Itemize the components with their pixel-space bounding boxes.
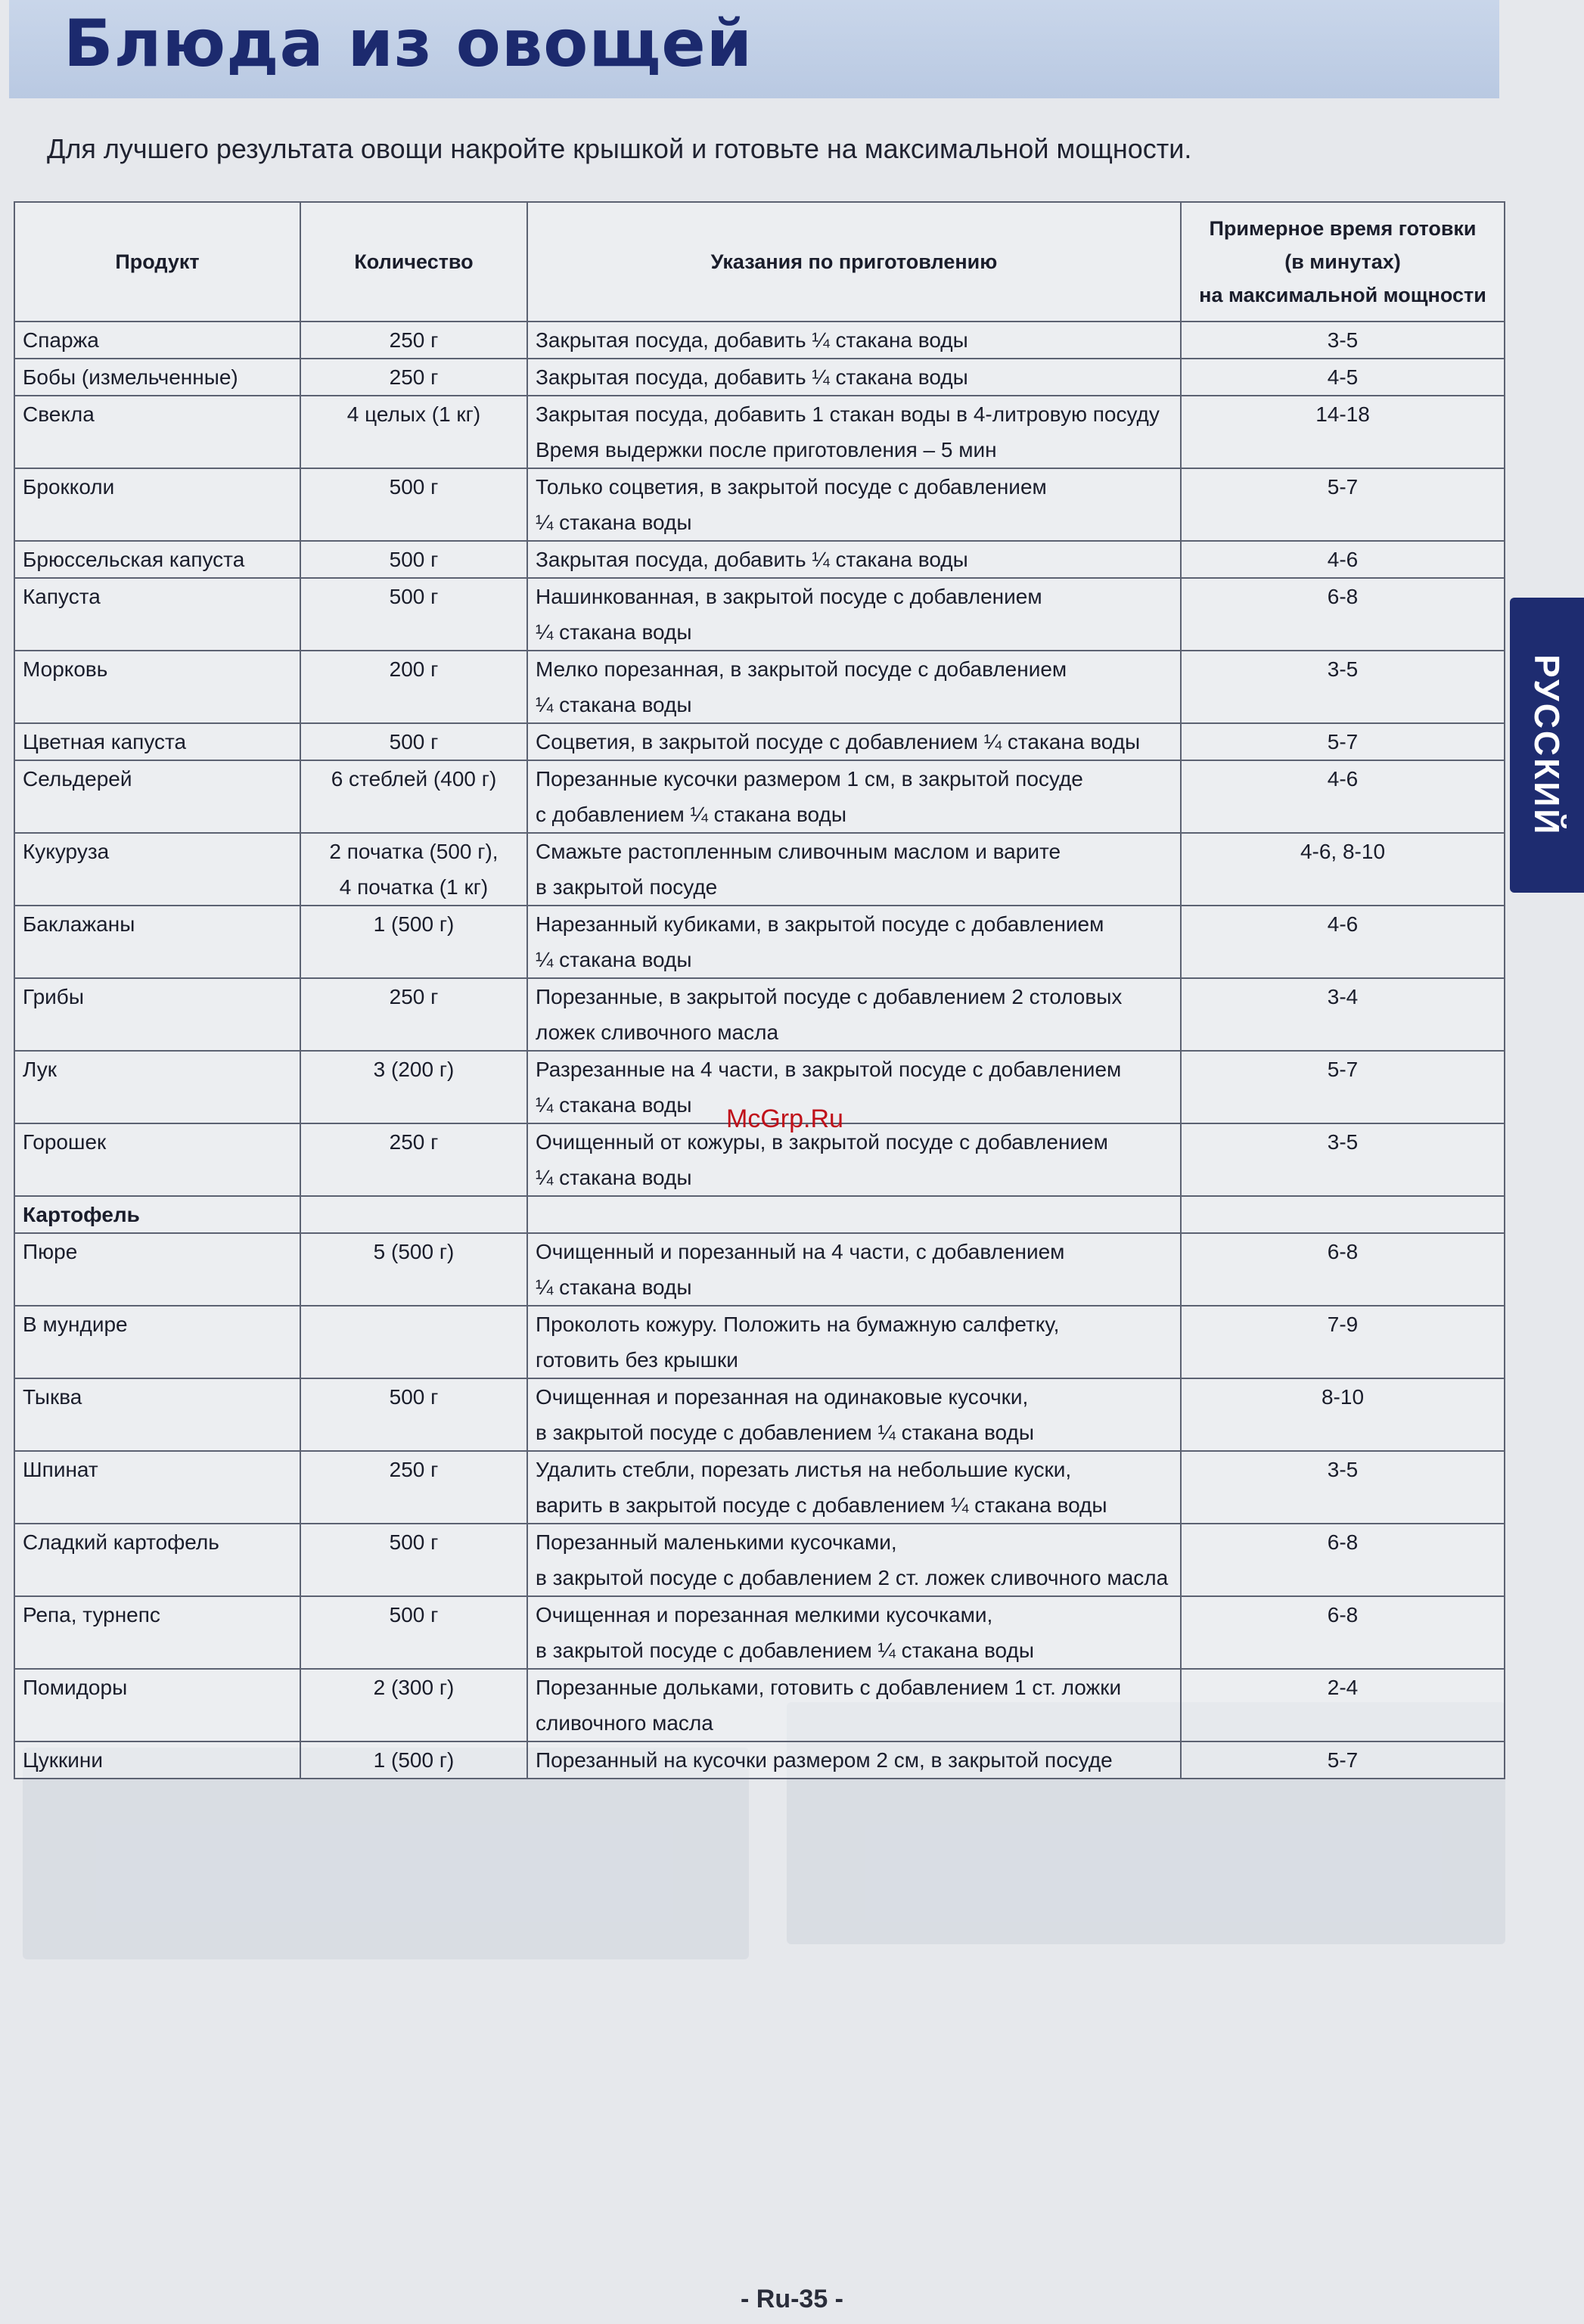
cell-instructions bbox=[527, 723, 1181, 760]
instruction-line: варить в закрытой посуде с добавлением ¼ стакана воды bbox=[536, 1493, 1107, 1517]
cell-time bbox=[1181, 1196, 1505, 1233]
instruction-line: Порезанный маленькими кусочками, bbox=[536, 1530, 897, 1554]
cooking-time: 2-4 bbox=[1327, 1676, 1359, 1699]
cell-instructions bbox=[527, 1451, 1181, 1524]
product-name: Баклажаны bbox=[23, 912, 135, 936]
table-row bbox=[14, 906, 1505, 978]
product-name: Грибы bbox=[23, 985, 84, 1008]
instruction-line: ¼ стакана воды bbox=[536, 620, 692, 644]
header-product: Продукт bbox=[14, 202, 300, 322]
cooking-time: 7-9 bbox=[1327, 1313, 1359, 1336]
table-row bbox=[14, 1123, 1505, 1196]
cell-product bbox=[14, 1051, 300, 1123]
instruction-line: Закрытая посуда, добавить ¼ стакана воды bbox=[536, 548, 968, 571]
product-name: Лук bbox=[23, 1058, 57, 1081]
instruction-line: Порезанные дольками, готовить с добавлением 1 ст. ложки bbox=[536, 1676, 1122, 1699]
cell-instructions bbox=[527, 1524, 1181, 1596]
cell-quantity bbox=[300, 1524, 527, 1596]
product-name: В мундире bbox=[23, 1313, 128, 1336]
instruction-line: Закрытая посуда, добавить 1 стакан воды в 4-литровую посуду bbox=[536, 402, 1160, 426]
cell-product bbox=[14, 1196, 300, 1233]
product-name: Бобы (измельченные) bbox=[23, 365, 238, 389]
cooking-time: 8-10 bbox=[1321, 1385, 1365, 1409]
instruction-line: Мелко порезанная, в закрытой посуде с добавлением bbox=[536, 657, 1067, 681]
page-title: Блюда из овощей bbox=[64, 6, 753, 82]
cell-product bbox=[14, 396, 300, 468]
cell-instructions bbox=[527, 651, 1181, 723]
cell-product bbox=[14, 578, 300, 651]
title-band bbox=[9, 0, 1499, 98]
cell-instructions bbox=[527, 1196, 1181, 1233]
cell-instructions bbox=[527, 1051, 1181, 1123]
instruction-line: Порезанные, в закрытой посуде с добавлением 2 столовых bbox=[536, 985, 1123, 1008]
instruction-line: в закрытой посуде с добавлением ¼ стакана воды bbox=[536, 1639, 1034, 1662]
header-time-line: на максимальной мощности bbox=[1199, 284, 1486, 306]
table-row bbox=[14, 396, 1505, 468]
table-row bbox=[14, 651, 1505, 723]
instruction-line: готовить без крышки bbox=[536, 1348, 738, 1372]
table-row bbox=[14, 1669, 1505, 1741]
cell-time bbox=[1181, 833, 1505, 906]
table-row bbox=[14, 1596, 1505, 1669]
cooking-time: 3-5 bbox=[1327, 328, 1359, 352]
cooking-time: 3-5 bbox=[1327, 1458, 1359, 1481]
header-time-line: (в минутах) bbox=[1284, 250, 1401, 273]
cooking-time: 3-4 bbox=[1327, 985, 1359, 1008]
cell-instructions bbox=[527, 396, 1181, 468]
cooking-time: 4-6, 8-10 bbox=[1300, 840, 1386, 863]
cell-time bbox=[1181, 760, 1505, 833]
instruction-line: Очищенный и порезанный на 4 части, с добавлением bbox=[536, 1240, 1065, 1263]
cell-instructions bbox=[527, 760, 1181, 833]
product-name: Морковь bbox=[23, 657, 108, 681]
product-name: Кукуруза bbox=[23, 840, 110, 863]
table-body bbox=[14, 322, 1505, 1779]
instruction-line: Только соцветия, в закрытой посуде с добавлением bbox=[536, 475, 1047, 499]
quantity-line: 250 г bbox=[389, 365, 439, 389]
cell-instructions bbox=[527, 1123, 1181, 1196]
cell-quantity bbox=[300, 1378, 527, 1451]
cell-product bbox=[14, 1123, 300, 1196]
instruction-line: Соцветия, в закрытой посуде с добавлением ¼ стакана воды bbox=[536, 730, 1141, 753]
instruction-line: Закрытая посуда, добавить ¼ стакана воды bbox=[536, 365, 968, 389]
cooking-time: 4-6 bbox=[1327, 767, 1359, 791]
quantity-line: 500 г bbox=[389, 585, 439, 608]
product-name: Репа, турнепс bbox=[23, 1603, 160, 1626]
cell-quantity bbox=[300, 1451, 527, 1524]
cooking-time: 4-6 bbox=[1327, 548, 1359, 571]
intro-text: Для лучшего результата овощи накройте крышкой и готовьте на максимальной мощности. bbox=[47, 133, 1192, 164]
cell-product bbox=[14, 541, 300, 578]
cell-product bbox=[14, 978, 300, 1051]
quantity-line: 4 початка (1 кг) bbox=[339, 875, 489, 899]
instruction-line: Очищенный от кожуры, в закрытой посуде с добавлением bbox=[536, 1130, 1108, 1154]
instruction-line: Нашинкованная, в закрытой посуде с добавлением bbox=[536, 585, 1042, 608]
instruction-line: ¼ стакана воды bbox=[536, 1166, 692, 1189]
quantity-line: 500 г bbox=[389, 475, 439, 499]
cooking-time: 4-5 bbox=[1327, 365, 1359, 389]
quantity-line: 1 (500 г) bbox=[373, 912, 455, 936]
table-row bbox=[14, 359, 1505, 396]
table-row bbox=[14, 322, 1505, 359]
instruction-line: ¼ стакана воды bbox=[536, 948, 692, 971]
cell-instructions bbox=[527, 1378, 1181, 1451]
cooking-time: 14-18 bbox=[1315, 402, 1370, 426]
cell-time bbox=[1181, 1233, 1505, 1306]
cell-instructions bbox=[527, 1233, 1181, 1306]
instruction-line: Удалить стебли, порезать листья на небольшие куски, bbox=[536, 1458, 1072, 1481]
quantity-line: 500 г bbox=[389, 548, 439, 571]
quantity-line: 250 г bbox=[389, 1130, 439, 1154]
instruction-line: Нарезанный кубиками, в закрытой посуде с добавлением bbox=[536, 912, 1104, 936]
cell-time bbox=[1181, 1051, 1505, 1123]
quantity-line: 2 початка (500 г), bbox=[329, 840, 498, 863]
table-row bbox=[14, 578, 1505, 651]
bleed-through-block bbox=[23, 1748, 749, 1959]
product-name: Спаржа bbox=[23, 328, 99, 352]
vegetables-table bbox=[14, 201, 1505, 1779]
cell-quantity bbox=[300, 1596, 527, 1669]
cell-time bbox=[1181, 1306, 1505, 1378]
cooking-time bbox=[1189, 1197, 1496, 1232]
cell-instructions bbox=[527, 906, 1181, 978]
cell-quantity bbox=[300, 1233, 527, 1306]
cell-instructions bbox=[527, 1669, 1181, 1741]
cell-time bbox=[1181, 359, 1505, 396]
cell-quantity bbox=[300, 1741, 527, 1779]
header-time-line: Примерное время готовки bbox=[1209, 217, 1477, 240]
cell-quantity bbox=[300, 468, 527, 541]
cell-quantity bbox=[300, 322, 527, 359]
header-time bbox=[1181, 202, 1505, 322]
quantity-line: 6 стеблей (400 г) bbox=[331, 767, 497, 791]
product-name: Тыква bbox=[23, 1385, 82, 1409]
table-row bbox=[14, 1524, 1505, 1596]
instruction-line: ложек сливочного масла bbox=[536, 1021, 779, 1044]
product-name: Свекла bbox=[23, 402, 95, 426]
cell-quantity bbox=[300, 760, 527, 833]
cooking-time: 6-8 bbox=[1327, 585, 1359, 608]
cell-quantity bbox=[300, 1306, 527, 1378]
header-instructions: Указания по приготовлению bbox=[527, 202, 1181, 322]
table-row bbox=[14, 833, 1505, 906]
table-header-row bbox=[14, 202, 1505, 322]
cell-time bbox=[1181, 396, 1505, 468]
cell-product bbox=[14, 906, 300, 978]
cell-instructions bbox=[527, 322, 1181, 359]
cell-instructions bbox=[527, 578, 1181, 651]
cell-instructions bbox=[527, 833, 1181, 906]
cell-quantity bbox=[300, 578, 527, 651]
cell-instructions bbox=[527, 1741, 1181, 1779]
quantity-line: 500 г bbox=[389, 730, 439, 753]
table-row bbox=[14, 760, 1505, 833]
cell-time bbox=[1181, 1123, 1505, 1196]
product-name: Капуста bbox=[23, 585, 101, 608]
cooking-time: 5-7 bbox=[1327, 730, 1359, 753]
cooking-time: 5-7 bbox=[1327, 1058, 1359, 1081]
cooking-time: 6-8 bbox=[1327, 1603, 1359, 1626]
cell-quantity bbox=[300, 541, 527, 578]
table-row bbox=[14, 1196, 1505, 1233]
cell-product bbox=[14, 1451, 300, 1524]
instruction-line: Проколоть кожуру. Положить на бумажную салфетку, bbox=[536, 1313, 1060, 1336]
cooking-time: 5-7 bbox=[1327, 1748, 1359, 1772]
cell-instructions bbox=[527, 541, 1181, 578]
cooking-time: 4-6 bbox=[1327, 912, 1359, 936]
product-name: Картофель bbox=[23, 1203, 140, 1226]
table-row bbox=[14, 468, 1505, 541]
instruction-line: ¼ стакана воды bbox=[536, 1093, 692, 1117]
instruction-line: Смажьте растопленным сливочным маслом и варите bbox=[536, 840, 1061, 863]
cell-quantity bbox=[300, 833, 527, 906]
instruction-line: Закрытая посуда, добавить ¼ стакана воды bbox=[536, 328, 968, 352]
table-row bbox=[14, 1233, 1505, 1306]
quantity-line: 500 г bbox=[389, 1530, 439, 1554]
cell-product bbox=[14, 1233, 300, 1306]
quantity-line: 250 г bbox=[389, 985, 439, 1008]
cell-time bbox=[1181, 468, 1505, 541]
cell-quantity bbox=[300, 723, 527, 760]
cell-product bbox=[14, 833, 300, 906]
cell-time bbox=[1181, 906, 1505, 978]
instruction-line: ¼ стакана воды bbox=[536, 511, 692, 534]
instruction-line: Разрезанные на 4 части, в закрытой посуде с добавлением bbox=[536, 1058, 1122, 1081]
header-quantity: Количество bbox=[300, 202, 527, 322]
product-name: Помидоры bbox=[23, 1676, 128, 1699]
cell-product bbox=[14, 1306, 300, 1378]
table-row bbox=[14, 978, 1505, 1051]
cell-quantity bbox=[300, 978, 527, 1051]
table-row bbox=[14, 723, 1505, 760]
cooking-time: 6-8 bbox=[1327, 1240, 1359, 1263]
cell-time bbox=[1181, 723, 1505, 760]
cell-quantity bbox=[300, 359, 527, 396]
cooking-time: 3-5 bbox=[1327, 657, 1359, 681]
page-number: - Ru-35 - bbox=[741, 2285, 843, 2313]
cell-time bbox=[1181, 1596, 1505, 1669]
quantity-line: 1 (500 г) bbox=[373, 1748, 455, 1772]
quantity-line: 200 г bbox=[389, 657, 439, 681]
instruction-line: Порезанные кусочки размером 1 см, в закрытой посуде bbox=[536, 767, 1083, 791]
cell-quantity bbox=[300, 651, 527, 723]
quantity-line: 4 целых (1 кг) bbox=[346, 402, 481, 426]
quantity-line: 5 (500 г) bbox=[373, 1240, 455, 1263]
watermark: McGrp.Ru bbox=[726, 1105, 843, 1133]
cell-product bbox=[14, 468, 300, 541]
quantity-line: 3 (200 г) bbox=[373, 1058, 455, 1081]
cell-time bbox=[1181, 978, 1505, 1051]
product-name: Брюссельская капуста bbox=[23, 548, 245, 571]
product-name: Пюре bbox=[23, 1240, 78, 1263]
cell-product bbox=[14, 760, 300, 833]
instruction-line: Очищенная и порезанная мелкими кусочками, bbox=[536, 1603, 993, 1626]
instruction-line: Время выдержки после приготовления – 5 мин bbox=[536, 438, 997, 461]
cell-product bbox=[14, 1741, 300, 1779]
cell-product bbox=[14, 723, 300, 760]
cell-instructions bbox=[527, 978, 1181, 1051]
instruction-line: ¼ стакана воды bbox=[536, 1275, 692, 1299]
cell-time bbox=[1181, 578, 1505, 651]
instruction-line: в закрытой посуде с добавлением 2 ст. ложек сливочного масла bbox=[536, 1566, 1169, 1589]
quantity-line: 250 г bbox=[389, 1458, 439, 1481]
table-row bbox=[14, 1451, 1505, 1524]
product-name: Горошек bbox=[23, 1130, 107, 1154]
cell-product bbox=[14, 1596, 300, 1669]
language-tab-label: РУССКИЙ bbox=[1527, 654, 1567, 837]
cell-product bbox=[14, 651, 300, 723]
table-row bbox=[14, 1741, 1505, 1779]
instruction-line: с добавлением ¼ стакана воды bbox=[536, 803, 846, 826]
quantity-line: 2 (300 г) bbox=[373, 1676, 455, 1699]
cell-instructions bbox=[527, 468, 1181, 541]
cell-quantity bbox=[300, 906, 527, 978]
cell-quantity bbox=[300, 1196, 527, 1233]
cell-product bbox=[14, 1378, 300, 1451]
quantity-line: 250 г bbox=[389, 328, 439, 352]
cell-instructions bbox=[527, 359, 1181, 396]
instruction-line: Очищенная и порезанная на одинаковые кусочки, bbox=[536, 1385, 1029, 1409]
cell-quantity bbox=[300, 1051, 527, 1123]
cooking-time: 3-5 bbox=[1327, 1130, 1359, 1154]
language-tab[interactable] bbox=[1510, 598, 1584, 893]
product-name: Брокколи bbox=[23, 475, 115, 499]
instruction-line: в закрытой посуде с добавлением ¼ стакана воды bbox=[536, 1421, 1034, 1444]
cell-time bbox=[1181, 1741, 1505, 1779]
instruction-line: сливочного масла bbox=[536, 1711, 713, 1735]
product-name: Цветная капуста bbox=[23, 730, 187, 753]
quantity-line: 500 г bbox=[389, 1603, 439, 1626]
cell-time bbox=[1181, 1378, 1505, 1451]
instruction-line: в закрытой посуде bbox=[536, 875, 718, 899]
cell-time bbox=[1181, 322, 1505, 359]
cell-instructions bbox=[527, 1306, 1181, 1378]
cell-time bbox=[1181, 1451, 1505, 1524]
product-name: Сладкий картофель bbox=[23, 1530, 219, 1554]
product-name: Сельдерей bbox=[23, 767, 132, 791]
cell-product bbox=[14, 1524, 300, 1596]
cooking-time: 6-8 bbox=[1327, 1530, 1359, 1554]
cell-product bbox=[14, 322, 300, 359]
instruction-line: ¼ стакана воды bbox=[536, 693, 692, 716]
cooking-time: 5-7 bbox=[1327, 475, 1359, 499]
product-name: Цуккини bbox=[23, 1748, 103, 1772]
instruction-line: Порезанный на кусочки размером 2 см, в закрытой посуде bbox=[536, 1748, 1113, 1772]
cell-time bbox=[1181, 651, 1505, 723]
quantity-line bbox=[309, 1306, 519, 1342]
table-row bbox=[14, 541, 1505, 578]
cell-quantity bbox=[300, 396, 527, 468]
cell-quantity bbox=[300, 1669, 527, 1741]
cell-time bbox=[1181, 1524, 1505, 1596]
cell-product bbox=[14, 1669, 300, 1741]
quantity-line: 500 г bbox=[389, 1385, 439, 1409]
cell-product bbox=[14, 359, 300, 396]
table-row bbox=[14, 1306, 1505, 1378]
table-row bbox=[14, 1378, 1505, 1451]
cell-instructions bbox=[527, 1596, 1181, 1669]
product-name: Шпинат bbox=[23, 1458, 98, 1481]
cell-quantity bbox=[300, 1123, 527, 1196]
cell-time bbox=[1181, 541, 1505, 578]
cell-time bbox=[1181, 1669, 1505, 1741]
